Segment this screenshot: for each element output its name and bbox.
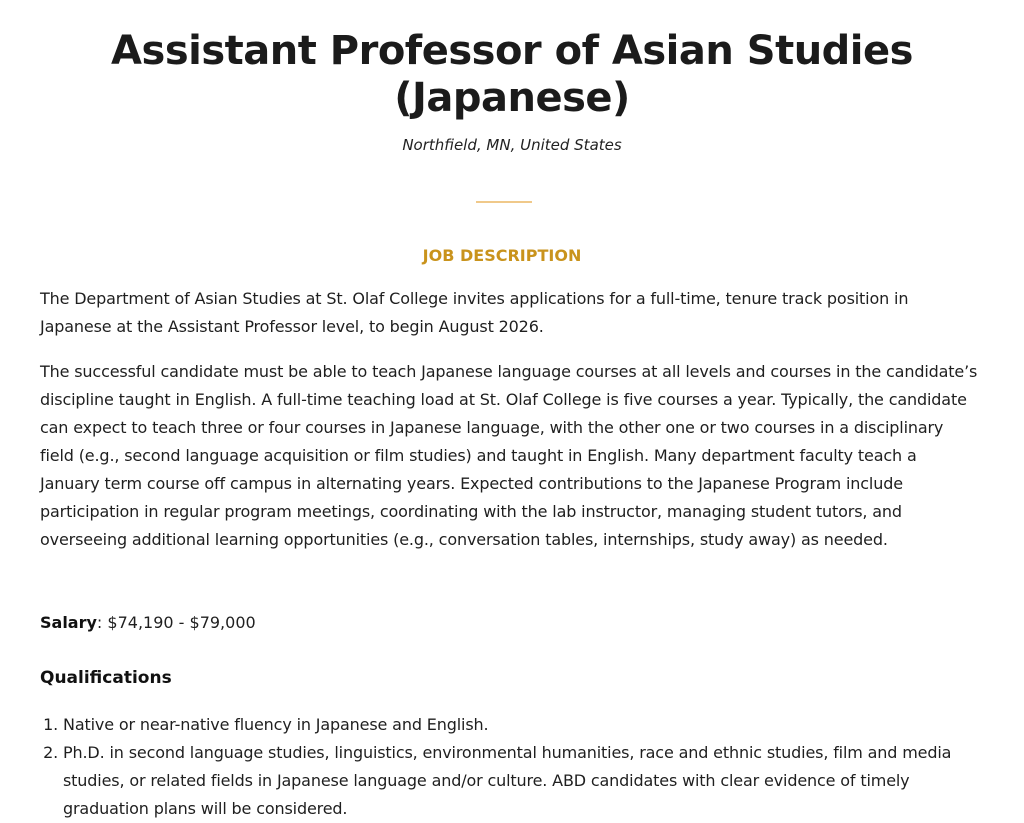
salary-label: Salary	[40, 613, 97, 632]
list-item: 1. Native or near-native fluency in Japanese and English.	[63, 711, 987, 739]
title-divider	[476, 201, 532, 203]
qualifications-list	[40, 711, 987, 823]
list-item: 2. Ph.D. in second language studies, linguistics, environmental humanities, race and ethnic studies, film and media studies, or related fields in Japanese language and/or culture. ABD candidates with clear evidence of timely graduation plans will be considered.	[63, 739, 987, 823]
salary-line	[40, 610, 256, 636]
job-location: Northfield, MN, United States	[402, 136, 622, 154]
page-title: Assistant Professor of Asian Studies (Japanese)	[111, 28, 913, 121]
description-paragraph-duties: The successful candidate must be able to teach Japanese language courses at all levels and courses in the candidate’s discipline taught in English. A full-time teaching load at St. Olaf College is five courses a year. Typically, the candidate can expect to teach three or four courses in Japanese language, with the other one or two courses in a disciplinary field (e.g., second language acquisition or film studies) and taught in English. Many department faculty teach a January term course off campus in alternating years. Expected contributions to the Japanese Program include participation in regular program meetings, coordinating with the lab instructor, managing student tutors, and overseeing additional learning opportunities (e.g., conversation tables, internships, study away) as needed.	[40, 362, 978, 549]
qualifications-heading: Qualifications	[40, 668, 172, 688]
section-heading-job-description: JOB DESCRIPTION	[422, 246, 582, 265]
description-paragraph-intro: The Department of Asian Studies at St. Olaf College invites applications for a full-time, tenure track position in Japanese at the Assistant Professor level, to begin August 2026.	[40, 289, 909, 336]
salary-value: : $74,190 - $79,000	[96, 613, 256, 632]
